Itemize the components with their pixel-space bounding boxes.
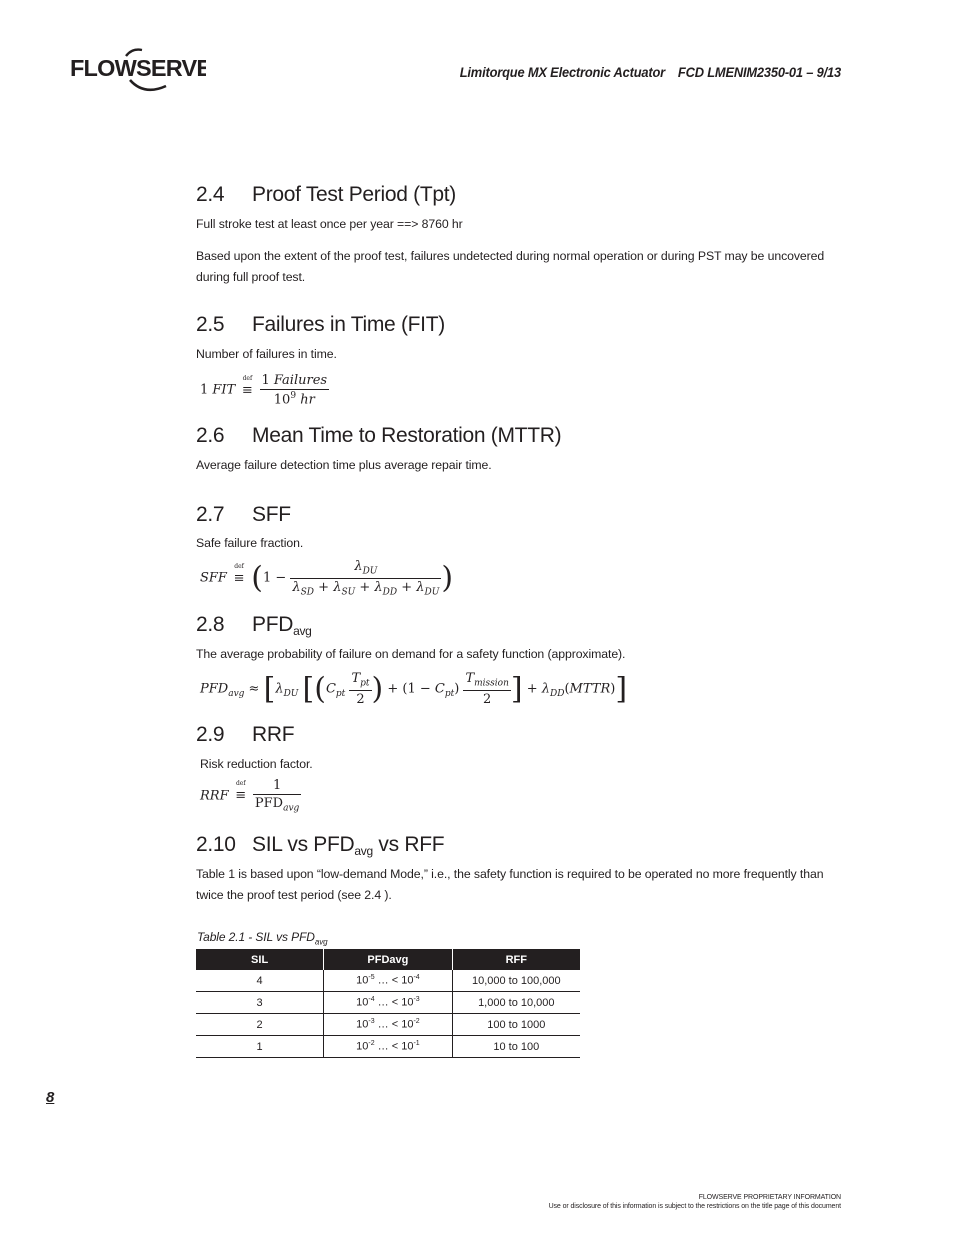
table-row <box>196 1036 580 1058</box>
paragraph: The average probability of failure on demand for a safety function (approximate). <box>196 647 626 661</box>
rff-cell: 1,000 to 10,000 <box>452 992 580 1014</box>
column-header: SIL <box>196 949 324 970</box>
footer-line: FLOWSERVE PROPRIETARY INFORMATION <box>698 1194 841 1201</box>
sil-cell: 1 <box>196 1036 324 1058</box>
paragraph: Safe failure fraction. <box>196 536 304 550</box>
sil-cell: 3 <box>196 992 324 1014</box>
footer-line: Use or disclosure of this information is subject to the restrictions on the title page of this document <box>548 1203 841 1210</box>
pfd-cell: $10^{-5}$ … < $10^{-4}$ <box>324 970 452 992</box>
heading-2-10: 2.10 SIL vs $PFD_{avg}$ vs RFF <box>196 833 445 858</box>
defined-as-symbol: def ≡ <box>233 562 245 586</box>
paragraph: Average failure detection time plus average repair time. <box>196 458 492 472</box>
paragraph: Risk reduction factor. <box>200 757 313 771</box>
section-number: 2.7 <box>196 503 225 526</box>
rff-cell: 10 to 100 <box>452 1036 580 1058</box>
heading-2-9 <box>196 723 294 747</box>
footer <box>549 1193 841 1211</box>
paragraph: Based upon the extent of the proof test, failures undetected during normal operation or during PST may be uncovered during full proof test. <box>196 249 825 284</box>
sff-equation: SFF def ≡ (1 − $\frac{\lambda_{DU}}{\lambda_{SD} + \lambda_{SU} + \lambda_{DD} + \lambda_{DU}}$ ) <box>200 559 454 598</box>
heading-2-6 <box>196 424 561 448</box>
table-caption: Table 2.1 - SIL vs $PFD_{avg}$ <box>197 930 328 947</box>
logo-wordmark: FLOWSERVE <box>70 55 206 81</box>
column-header: PFDavg <box>324 949 452 970</box>
header-title: Limitorque MX Electronic Actuator <box>459 64 666 80</box>
table-header-row <box>196 949 580 970</box>
header-doc-code: FCD LMENIM2350-01 – 9/13 <box>677 64 841 80</box>
table-row <box>196 970 580 992</box>
paragraph: Full stroke test at least once per year ==> 8760 hr <box>196 217 463 231</box>
heading-2-5 <box>196 313 445 337</box>
rrf-equation: RRF def ≡ $\frac{1}{PFD_{avg}}$ <box>200 778 300 814</box>
flowserve-logo <box>70 42 206 94</box>
fit-equation: 1 FIT def ≡ $\frac{\text{1 Failures}}{10^9 hr}$ <box>200 373 328 408</box>
section-title: SIL vs PFD <box>252 833 355 856</box>
section-title: Proof Test Period (Tpt) <box>252 183 456 206</box>
heading-2-4 <box>196 183 456 207</box>
table-row <box>196 992 580 1014</box>
table-row <box>196 1014 580 1036</box>
pfd-cell: $10^{-3}$ … < $10^{-2}$ <box>324 1014 452 1036</box>
section-number: 2.6 <box>196 424 225 447</box>
pfd-equation: $PFD_{avg} \approx [\lambda_{DU}$ [($C_{pt}$ $\frac{T_{pt}}{2}$ ) + $(1 - C_{pt})$ $\frac{T_{mission}}{2}$ ] + $\lambda_{DD}(MTTR)$] <box>200 671 628 707</box>
section-number: 2.4 <box>196 183 225 206</box>
page-number: 8 <box>46 1089 55 1106</box>
paragraph: Number of failures in time. <box>196 347 337 361</box>
section-title: Failures in Time (FIT) <box>252 313 445 336</box>
section-number: 2.8 <box>196 613 225 636</box>
pfd-cell: $10^{-2}$ … < $10^{-1}$ <box>324 1036 452 1058</box>
section-title: PFD <box>252 613 294 636</box>
rff-cell: 100 to 1000 <box>452 1014 580 1036</box>
pfd-cell: $10^{-4}$ … < $10^{-3}$ <box>324 992 452 1014</box>
column-header: RFF <box>452 949 580 970</box>
defined-as-symbol: def ≡ <box>241 374 253 398</box>
defined-as-symbol: def ≡ <box>235 780 247 804</box>
heading-2-8: 2.8 $PFD_{avg}$ <box>196 613 312 638</box>
section-number: 2.5 <box>196 313 225 336</box>
sil-table <box>196 949 580 1058</box>
section-number: 2.9 <box>196 723 225 746</box>
sil-cell: 4 <box>196 970 324 992</box>
section-title: Mean Time to Restoration (MTTR) <box>252 424 562 447</box>
section-number: 2.10 <box>196 833 236 856</box>
rff-cell: 10,000 to 100,000 <box>452 970 580 992</box>
section-title: RRF <box>252 723 295 746</box>
flowserve-logo-icon <box>70 42 206 94</box>
heading-2-7 <box>196 503 291 527</box>
paragraph: Table 1 is based upon “low-demand Mode,” i.e., the safety function is required to be operated no more frequently than twice the proof test period (see 2.4 ). <box>196 867 824 902</box>
sil-cell: 2 <box>196 1014 324 1036</box>
section-title: SFF <box>252 503 291 526</box>
running-header <box>343 64 841 80</box>
